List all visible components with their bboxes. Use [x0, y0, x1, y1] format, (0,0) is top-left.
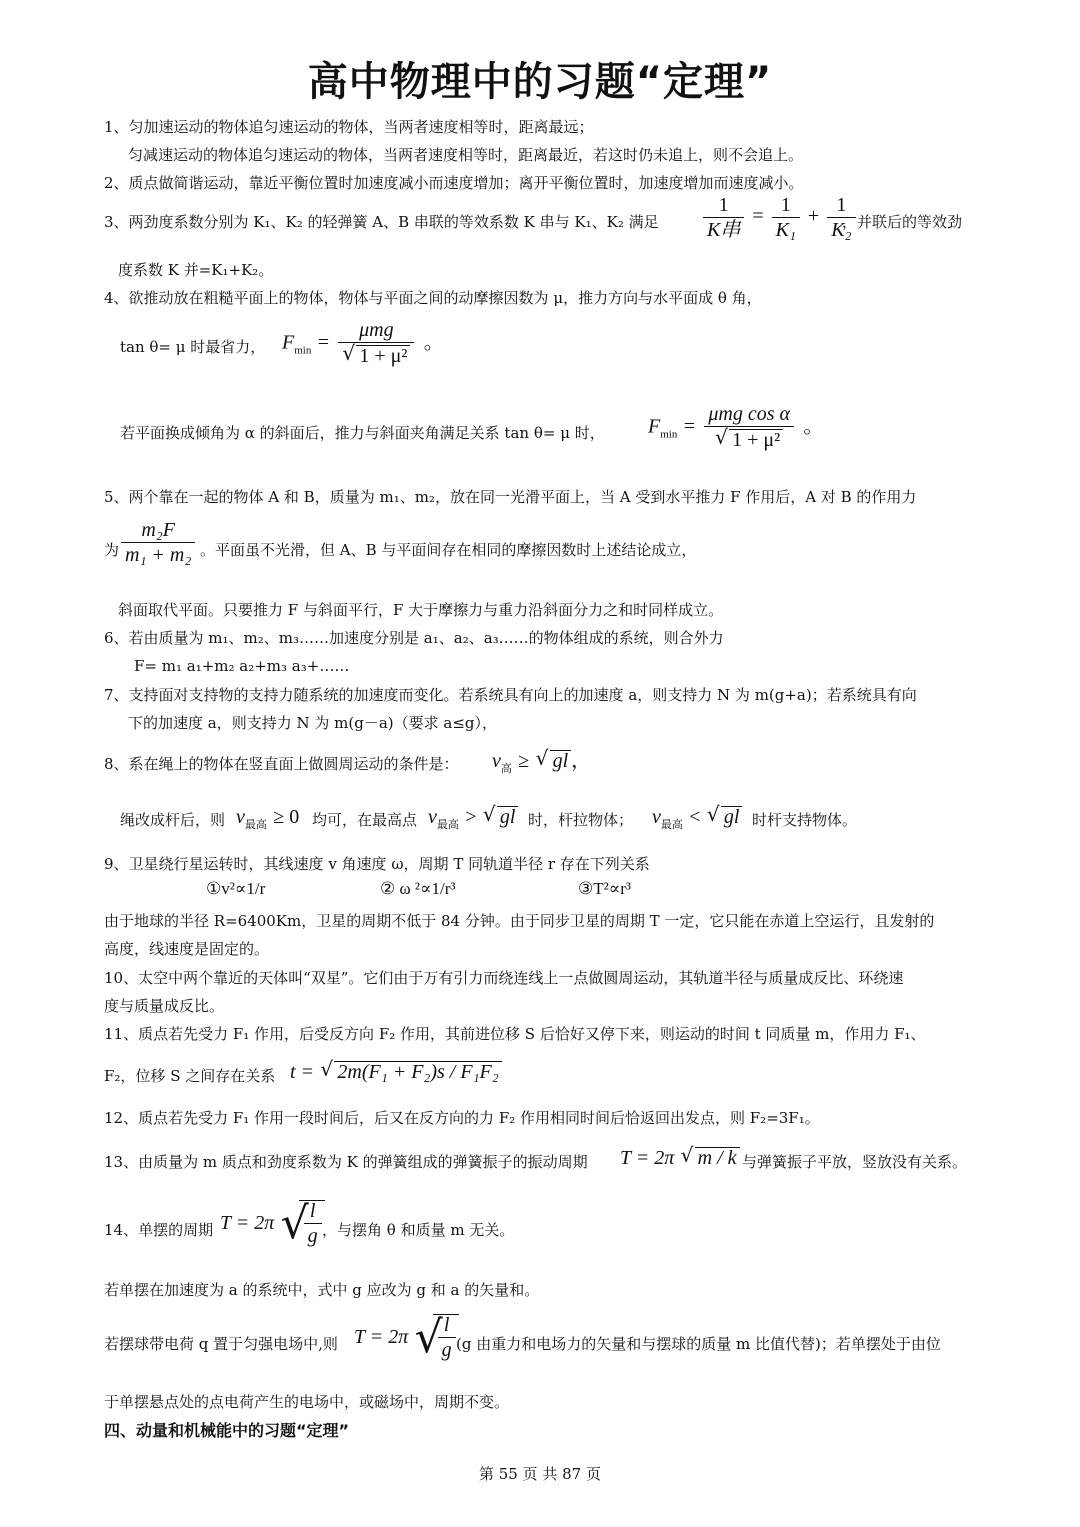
page-footer: 第 55 页 共 87 页	[478, 1465, 601, 1483]
frac-num: √ l	[304, 1201, 322, 1224]
item-7-line-1: 7、支持面对支持物的支持力随系统的加速度而变化。若系统具有向上的加速度 a，则支持力 N 为 m(g+a)；若系统具有向	[104, 686, 917, 704]
frac-den: m₁ + m₂	[125, 544, 192, 566]
equals: =	[683, 415, 695, 438]
item-14-line-2: 若单摆在加速度为 a 的系统中，式中 g 应改为 g 和 a 的矢量和。	[104, 1281, 540, 1299]
item-7-line-2: 下的加速度 a，则支持力 N 为 m(g－a)（要求 a≤g），	[128, 714, 497, 732]
item-6-line-2: F= m₁ a₁+m₂ a₂+m₃ a₃+……	[134, 657, 350, 675]
item-10-line-1: 10、太空中两个靠近的天体叫“双星”。它们由于万有引力而绕连线上一点做圆周运动，其轨道半径与质量成反比、环绕速	[104, 969, 904, 987]
plus: +	[807, 205, 820, 228]
sqrt-radicand: m / k	[695, 1147, 740, 1168]
t-lhs: t =	[290, 1061, 315, 1083]
frac-num: 1	[703, 195, 744, 218]
item-8-line-2-end: 时杆支持物体。	[752, 811, 858, 829]
fmin-symbol: F	[282, 331, 295, 354]
item-4-line-2: tan θ= μ 时最省力，	[120, 338, 266, 356]
item-13-start: 13、由质量为 m 质点和劲度系数为 K 的弹簧组成的弹簧振子的振动周期	[104, 1153, 588, 1171]
v-sub: 最高	[436, 818, 459, 831]
item-5-line-2-start: 为	[104, 541, 120, 559]
item-8-line-2-start: 绳改成杆后，则	[120, 811, 226, 829]
item-9-line-4: 高度，线速度是固定的。	[104, 940, 270, 958]
frac-num: 1	[827, 195, 855, 218]
item-6-line-1: 6、若由质量为 m₁、m₂、m₃……加速度分别是 a₁、a₂、a₃……的物体组成的系统，则合外力	[104, 629, 724, 647]
formula-spring-period	[620, 1147, 740, 1168]
sqrt-radicand: gl	[497, 806, 519, 827]
item-1-line-2: 匀减速运动的物体追匀速运动的物体，当两者速度相等时，距离最近，若这时仍未追上，则不会追上。	[128, 146, 804, 164]
item-5-line-2: 。平面虽不光滑，但 A、B 与平面间存在相同的摩擦因数时上述结论成立，	[200, 541, 697, 559]
item-5-line-1: 5、两个靠在一起的物体 A 和 B，质量为 m₁、m₂，放在同一光滑平面上，当 A 受到水平推力 F 作用后，A 对 B 的作用力	[104, 488, 917, 506]
sqrt-radicand: gl	[550, 750, 572, 771]
formula-rod-pull	[428, 806, 518, 835]
v-sub: 最高	[660, 818, 683, 831]
item-14-line-3-end: (g 由重力和电场力的矢量和与摆球的质量 m 比值代替)；若单摆处于由位	[456, 1335, 941, 1353]
lt: <	[689, 806, 701, 828]
item-9-line-1: 9、卫星绕行星运转时，其线速度 v 角速度 ω，周期 T 同轨道半径 r 存在下列关系	[104, 855, 650, 873]
fmin-sub: min	[294, 344, 312, 357]
formula-force-ab	[118, 520, 198, 565]
item-4-line-1: 4、欲推动放在粗糙平面上的物体，物体与平面之间的动摩擦因数为 μ，推力方向与水平面成 θ 角，	[104, 289, 762, 307]
frac-den: g	[307, 1225, 318, 1247]
section-heading: 四、动量和机械能中的习题“定理”	[104, 1421, 350, 1440]
item-11-line-1: 11、质点若先受力 F₁ 作用，后受反方向 F₂ 作用，其前进位移 S 后恰好又停下来，则运动的时间 t 同质量 m，作用力 F₁、	[104, 1025, 926, 1043]
equals: =	[317, 331, 329, 354]
equals: =	[752, 205, 764, 228]
formula-fmin-plane	[282, 320, 444, 366]
item-3-line-2: 度系数 K 并=K₁+K₂。	[118, 261, 274, 279]
frac-num: μmg cos α	[704, 404, 794, 427]
formula-pendulum-period	[220, 1200, 325, 1246]
v-symbol: v	[492, 750, 501, 772]
item-9-relation-2: ② ω ²∝1/r³	[380, 879, 456, 898]
sqrt-radicand: 1 + μ²	[356, 345, 410, 366]
frac-den: K₂	[831, 219, 852, 241]
item-14-start: 14、单摆的周期	[104, 1221, 214, 1239]
frac-num: 1	[772, 195, 800, 218]
v-sub: 高	[500, 762, 512, 775]
item-14-line-3-start: 若摆球带电荷 q 置于匀强电场中,则	[104, 1335, 338, 1353]
item-9-relation-3: ③T²∝r³	[578, 879, 631, 898]
fmin-symbol: F	[648, 415, 661, 438]
formula-pendulum-charged	[354, 1314, 459, 1360]
frac-den: K₁	[775, 219, 796, 241]
fmin-sub: min	[660, 428, 678, 441]
item-3-line-1-tail: ，并联后的等效劲	[842, 213, 963, 231]
geq: ≥	[518, 750, 530, 772]
sqrt-radicand: gl	[721, 806, 743, 827]
item-3-line-1: 3、两劲度系数分别为 K₁、K₂ 的轻弹簧 A、B 串联的等效系数 K 串与 K₁、K₂ 满足	[104, 213, 659, 231]
v-symbol: v	[428, 806, 437, 828]
item-9-relation-1: ①v²∝1/r	[206, 879, 266, 898]
frac-den: K串	[707, 219, 741, 241]
item-8-line-2-mid2: 时，杆拉物体；	[528, 811, 634, 829]
item-2: 2、质点做简谐运动，靠近平衡位置时加速度减小而速度增加；离开平衡位置时，加速度增加而速度减小。	[104, 174, 804, 192]
sqrt-radicand: 2m(F₁ + F₂)s / F₁F₂	[334, 1061, 501, 1082]
formula-spring-series	[700, 195, 859, 240]
item-9-line-3: 由于地球的半径 R=6400Km，卫星的周期不低于 84 分钟。由于同步卫星的周期 T 一定，它只能在赤道上空运行，且发射的	[104, 912, 935, 930]
item-10-line-2: 度与质量成反比。	[104, 997, 225, 1015]
sqrt-radicand: 1 + μ²	[729, 429, 783, 450]
item-8-line-2-mid: 均可，在最高点	[312, 811, 418, 829]
item-14-line-4: 于单摆悬点处的点电荷产生的电场中，或磁场中，周期不变。	[104, 1393, 510, 1411]
item-13-end: 与弹簧振子平放，竖放没有关系。	[742, 1153, 968, 1171]
formula-rod-support	[652, 806, 742, 835]
T-lhs: T = 2π	[620, 1147, 675, 1169]
formula-rod-zero	[236, 806, 299, 835]
frac-den: g	[441, 1339, 452, 1361]
frac-num: m₂F	[121, 520, 195, 543]
frac-num: √ l	[438, 1315, 456, 1338]
T-lhs: T = 2π	[354, 1326, 409, 1348]
period: 。	[423, 329, 444, 354]
formula-time	[290, 1061, 502, 1082]
page-title: 高中物理中的习题“定理”	[307, 59, 773, 105]
geq-zero: ≥ 0	[273, 806, 300, 828]
item-14-end: ，与摆角 θ 和质量 m 无关。	[322, 1221, 515, 1239]
v-sub: 最高	[244, 818, 267, 831]
item-1-line-1: 1、匀加速运动的物体追匀速运动的物体，当两者速度相等时，距离最远；	[104, 118, 594, 136]
gt: >	[465, 806, 477, 828]
period: 。	[803, 413, 824, 438]
item-11-line-2: F₂，位移 S 之间存在关系	[104, 1067, 276, 1085]
formula-fmin-slope	[648, 404, 823, 450]
formula-rope-condition	[492, 750, 591, 779]
item-12: 12、质点若先受力 F₁ 作用一段时间后，后又在反方向的力 F₂ 作用相同时间后恰返回出发点，则 F₂=3F₁。	[104, 1109, 820, 1127]
frac-num: μmg	[338, 320, 414, 343]
v-symbol: v	[236, 806, 245, 828]
T-lhs: T = 2π	[220, 1212, 275, 1234]
v-symbol: v	[652, 806, 661, 828]
comma: ，	[571, 748, 592, 772]
item-4-line-3: 若平面换成倾角为 α 的斜面后，推力与斜面夹角满足关系 tan θ= μ 时，	[120, 424, 605, 442]
item-8-line-1: 8、系在绳上的物体在竖直面上做圆周运动的条件是：	[104, 755, 459, 773]
item-5-line-3: 斜面取代平面。只要推力 F 与斜面平行，F 大于摩擦力与重力沿斜面分力之和时同样成立。	[118, 601, 724, 619]
